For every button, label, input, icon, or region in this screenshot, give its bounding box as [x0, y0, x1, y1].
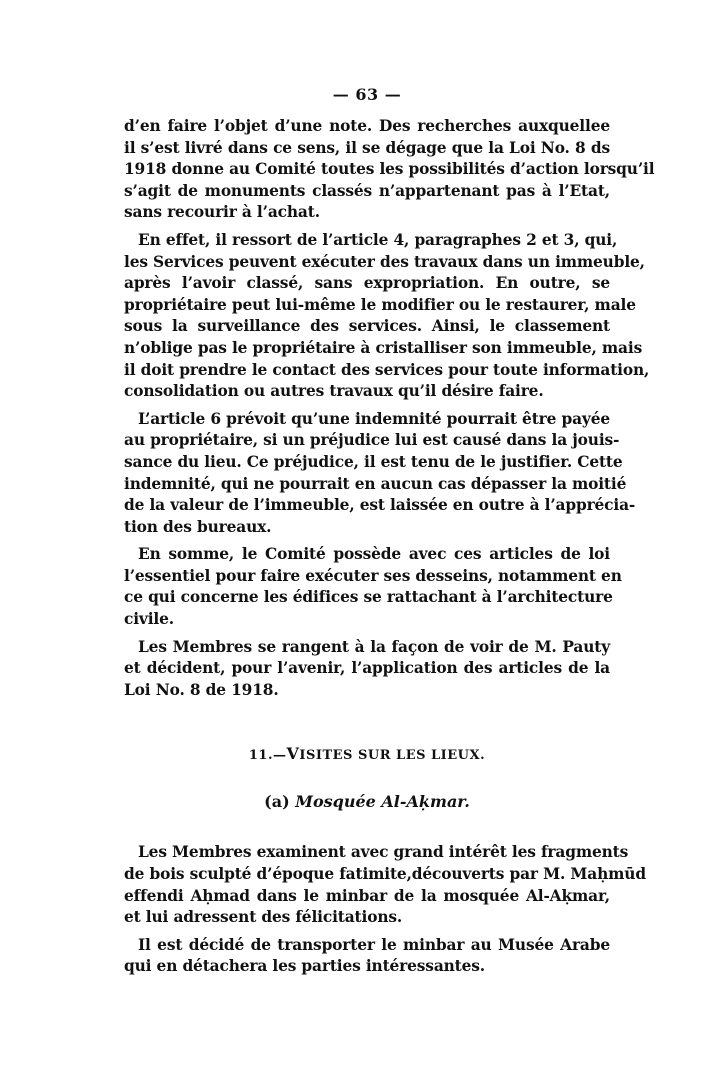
text-line: ce qui concerne les édifices se rattachant à l’architecture: [124, 588, 613, 607]
body-text-before-heading: [124, 116, 655, 701]
text-line: au propriétaire, si un préjudice lui est causé dans la jouis-: [124, 431, 620, 450]
text-line: sance du lieu. Ce préjudice, il est tenu de le justifier. Cette: [124, 452, 623, 471]
sub-heading: [124, 790, 610, 814]
spacer: [124, 814, 610, 842]
paragraph: [124, 116, 655, 224]
text-line: sans recourir à l’achat.: [124, 203, 320, 222]
text-line: il doit prendre le contact des services pour toute information,: [124, 360, 650, 379]
text-line: consolidation ou autres travaux qu’il désire faire.: [124, 382, 544, 401]
text-line: sous la surveillance des services. Ainsi, le classement: [124, 317, 610, 336]
text-line: L’article 6 prévoit qu’une indemnité pourrait être payée: [138, 409, 610, 428]
paragraph: [124, 842, 646, 928]
text-line: il s’est livré dans ce sens, il se dégage que la Loi No. 8 ds: [124, 138, 610, 157]
text-line: qui en détachera les parties intéressantes.: [124, 957, 486, 976]
paragraph: [124, 935, 610, 978]
text-line: et décident, pour l’avenir, l’application des articles de la: [124, 659, 610, 678]
paragraph: [124, 544, 622, 630]
text-line: l’essentiel pour faire exécuter ses desseins, notamment en: [124, 566, 622, 585]
text-line: de bois sculpté d’époque fatimite,découverts par M. Maḥmūd: [124, 865, 646, 884]
text-line: propriétaire peut lui-même le modifier ou le restaurer, male: [124, 295, 636, 314]
paragraph: [124, 230, 650, 403]
section-heading-text: 11.—VISITES SUR LES LIEUX.: [248, 744, 486, 764]
paragraph: [124, 409, 636, 539]
text-line: n’oblige pas le propriétaire à cristalliser son immeuble, mais: [124, 338, 643, 357]
text-line: En somme, le Comité possède avec ces articles de loi: [138, 545, 610, 564]
text-line: s’agit de monuments classés n’appartenant pas à l’Etat,: [124, 181, 610, 200]
text-line: Les Membres se rangent à la façon de voir de M. Pauty: [138, 637, 610, 656]
text-line: civile.: [124, 610, 174, 629]
text-line: les Services peuvent exécuter des travaux dans un immeuble,: [124, 252, 645, 271]
paragraph: [124, 637, 610, 702]
text-line: effendi Aḥmad dans le minbar de la mosquée Al-Aḳmar,: [124, 886, 610, 905]
text-line: Loi No. 8 de 1918.: [124, 680, 279, 699]
text-line: de la valeur de l’immeuble, est laissée en outre à l’apprécia-: [124, 496, 636, 515]
text-line: Les Membres examinent avec grand intérêt les fragments: [138, 843, 629, 862]
text-line: Il est décidé de transporter le minbar au Musée Arabe: [138, 935, 610, 954]
document-page: [124, 84, 655, 984]
text-line: et lui adressent des félicitations.: [124, 908, 403, 927]
text-line: 1918 donne au Comité toutes les possibilités d’action lorsqu’il: [124, 160, 655, 179]
text-line: En effet, il ressort de l’article 4, paragraphes 2 et 3, qui,: [138, 230, 618, 249]
sub-heading-prefix: (a): [264, 792, 290, 812]
text-line: indemnité, qui ne pourrait en aucun cas dépasser la moitié: [124, 474, 627, 493]
text-line: tion des bureaux.: [124, 517, 272, 536]
sub-heading-title: Mosquée Al-Aḳmar.: [295, 792, 470, 812]
body-text-after-heading: [124, 842, 646, 978]
text-line: d’en faire l’objet d’une note. Des recherches auxquellee: [124, 117, 610, 135]
section-heading: [124, 743, 610, 765]
page-number: — 63 —: [332, 85, 402, 104]
text-line: après l’avoir classé, sans expropriation. En outre, se: [124, 274, 610, 293]
